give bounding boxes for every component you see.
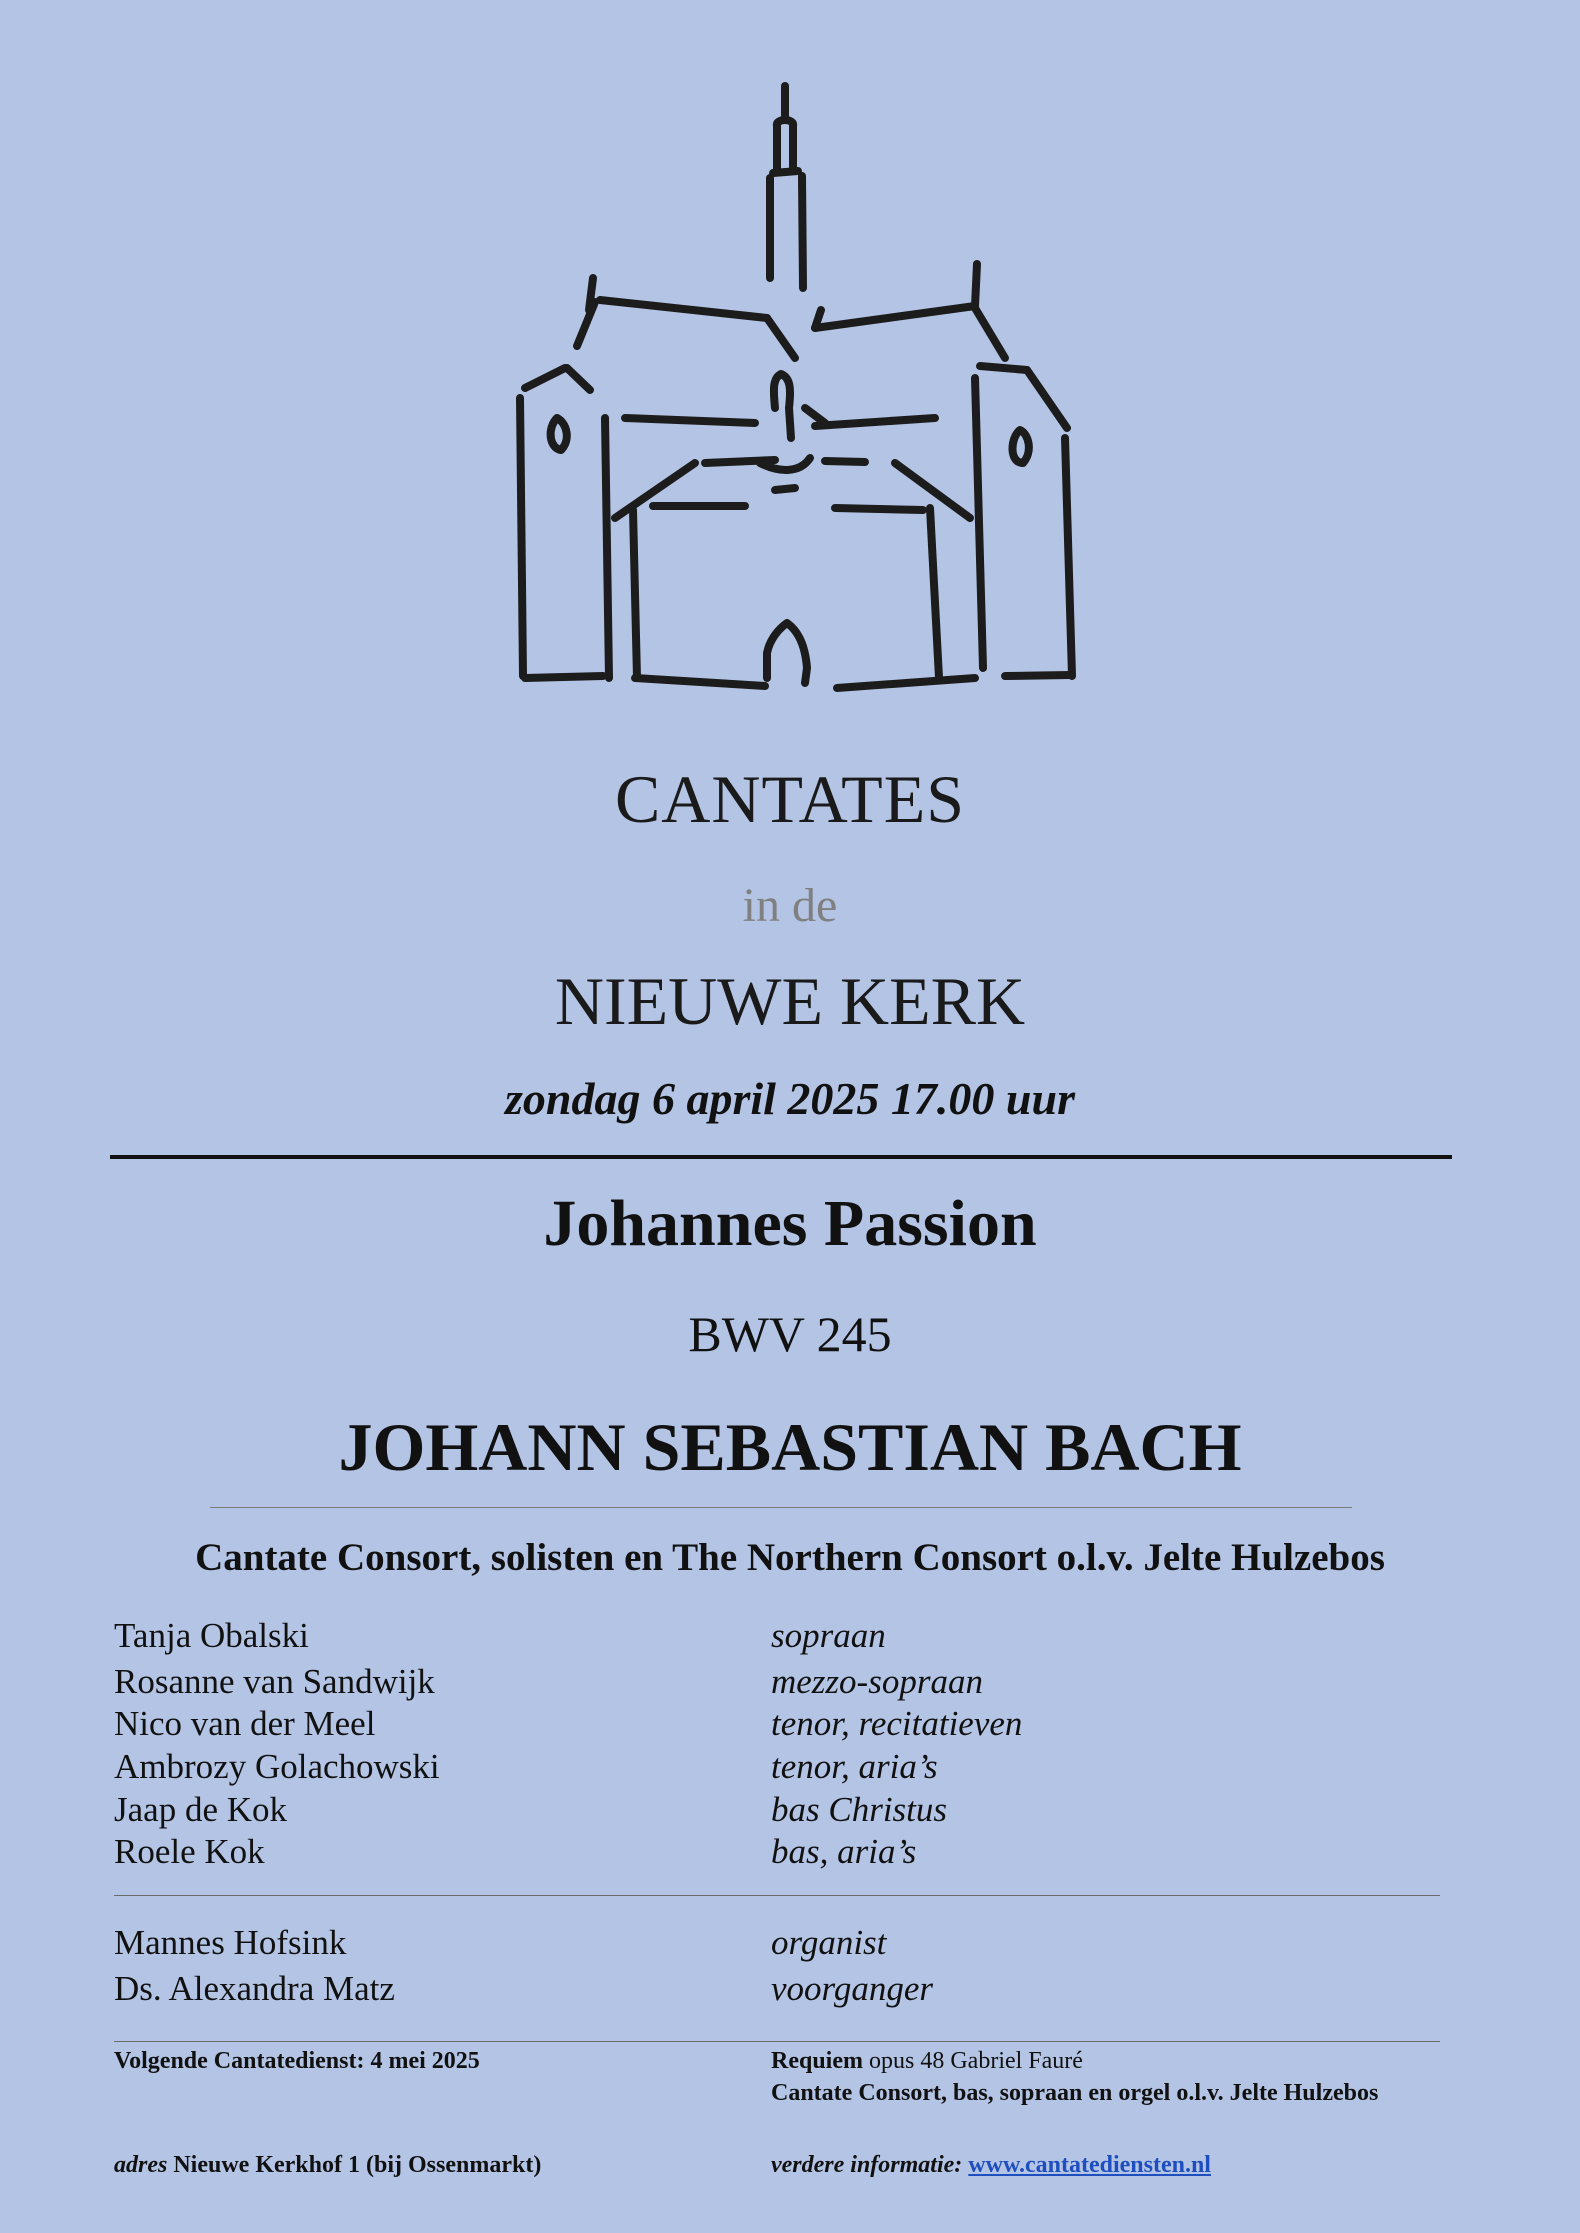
next-piece-title: Requiem xyxy=(771,2048,863,2074)
church-illustration xyxy=(505,78,1085,706)
thin-divider xyxy=(210,1507,1352,1508)
ensemble-line: Cantate Consort, solisten en The Northern Consort o.l.v. Jelte Hulzebos xyxy=(195,1536,1385,1579)
event-date: zondag 6 april 2025 17.00 uur xyxy=(504,1073,1075,1124)
soloist-role: bas Christus xyxy=(771,1790,948,1829)
soloist-role: bas, aria’s xyxy=(771,1832,917,1871)
soloist-name: Roele Kok xyxy=(114,1832,265,1871)
section-divider xyxy=(114,2041,1440,2042)
next-piece-detail: opus 48 Gabriel Fauré xyxy=(863,2048,1083,2074)
next-service-piece xyxy=(771,2046,1083,2076)
address-label: adres xyxy=(114,2152,168,2178)
composer-name: JOHANN SEBASTIAN BACH xyxy=(338,1409,1242,1485)
soloist-name: Tanja Obalski xyxy=(114,1616,309,1655)
soloist-role: sopraan xyxy=(771,1616,886,1655)
section-divider xyxy=(114,1895,1440,1896)
address-text: Nieuwe Kerkhof 1 (bij Ossenmarkt) xyxy=(167,2152,542,2178)
soloist-role: tenor, aria’s xyxy=(771,1747,938,1786)
soloist-role: tenor, recitatieven xyxy=(771,1704,1023,1743)
soloist-name: Nico van der Meel xyxy=(114,1704,376,1743)
soloist-name: Rosanne van Sandwijk xyxy=(114,1662,435,1701)
website-link[interactable]: www.cantatediensten.nl xyxy=(968,2152,1211,2178)
heading-nieuwe-kerk: NIEUWE KERK xyxy=(554,963,1026,1039)
address-line xyxy=(114,2150,541,2180)
next-service-performers: Cantate Consort, bas, sopraan en orgel o.l.v. Jelte Hulzebos xyxy=(771,2080,1379,2106)
participant-name: Mannes Hofsink xyxy=(114,1923,347,1962)
soloist-name: Ambrozy Golachowski xyxy=(114,1747,440,1786)
next-service-label: Volgende Cantatedienst: 4 mei 2025 xyxy=(114,2048,480,2074)
soloist-role: mezzo-sopraan xyxy=(771,1662,983,1701)
participant-name: Ds. Alexandra Matz xyxy=(114,1969,395,2008)
heading-in-de: in de xyxy=(742,879,838,932)
participant-role: voorganger xyxy=(771,1969,934,2008)
heading-cantates: CANTATES xyxy=(614,761,966,837)
main-divider xyxy=(110,1155,1452,1159)
work-catalog-number: BWV 245 xyxy=(688,1306,892,1362)
info-label: verdere informatie: xyxy=(771,2152,963,2178)
soloist-name: Jaap de Kok xyxy=(114,1790,288,1829)
participant-role: organist xyxy=(771,1923,887,1962)
info-line xyxy=(771,2150,1211,2180)
work-title: Johannes Passion xyxy=(543,1187,1037,1260)
